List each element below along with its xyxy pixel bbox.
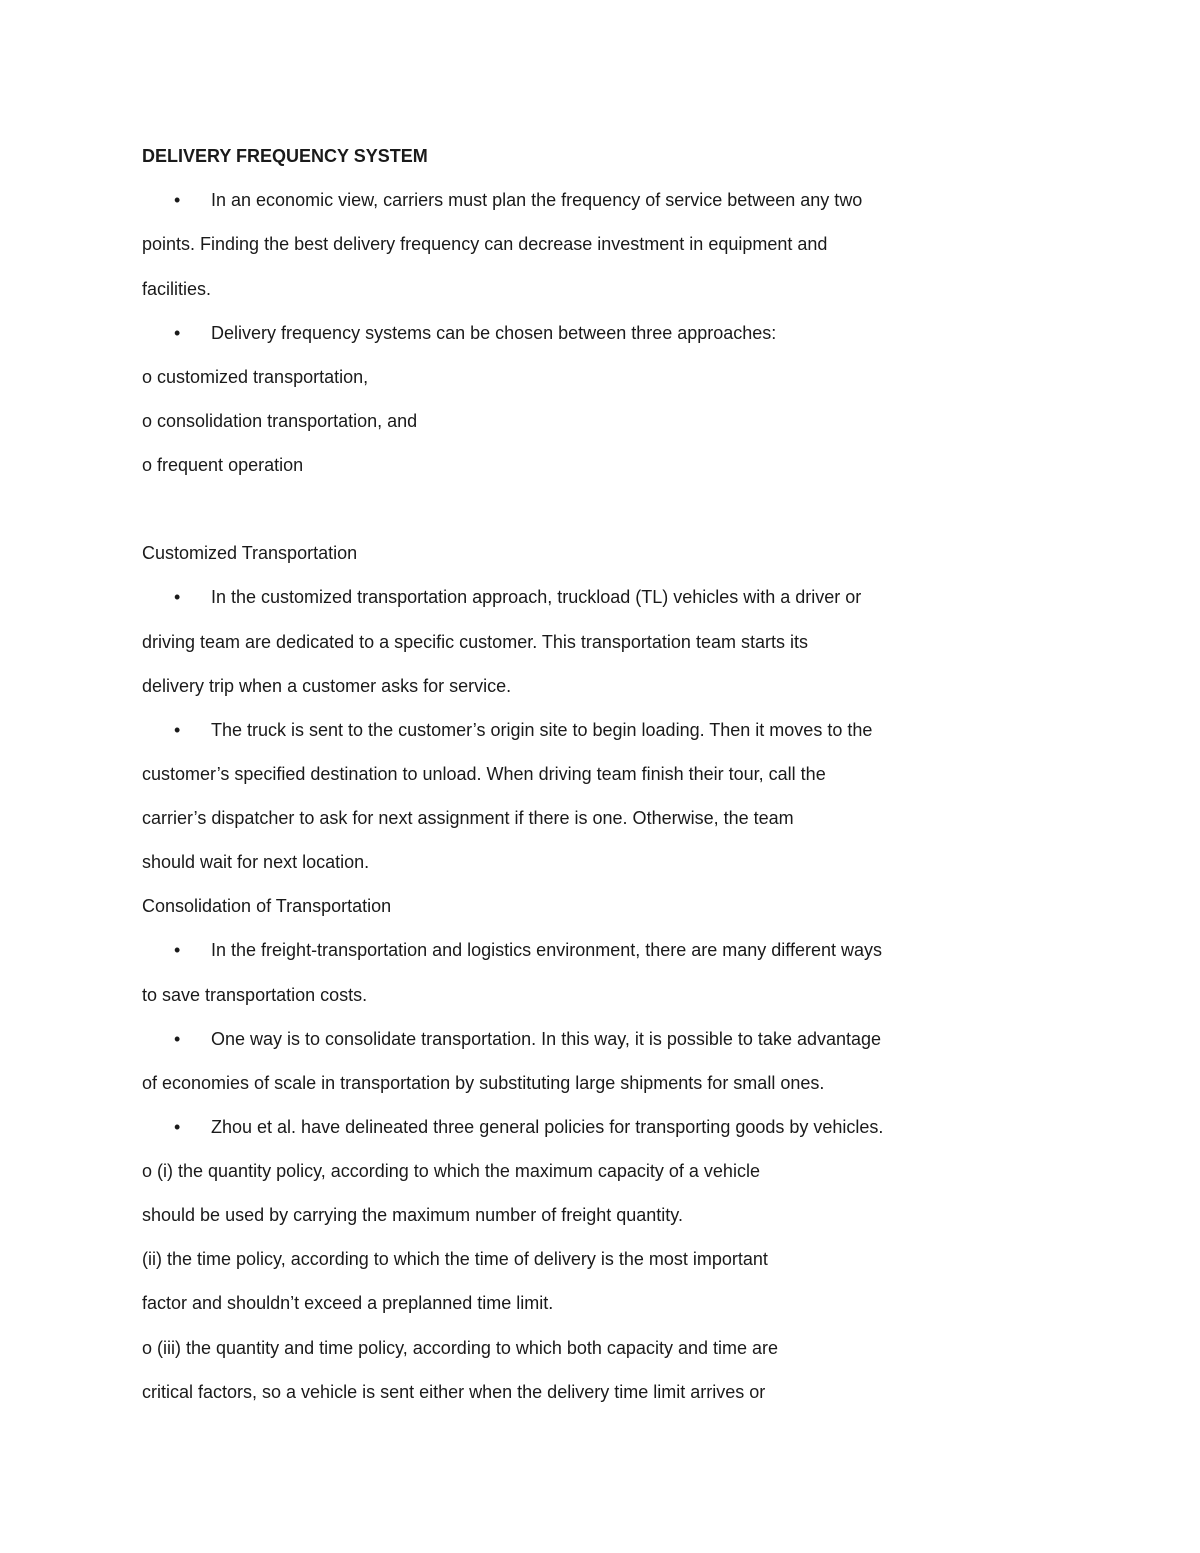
consolidation-bullet-1-line-1: In the freight-transportation and logistics environment, there are many different ways bbox=[211, 940, 883, 960]
intro-bullet-2-line-1: Delivery frequency systems can be chosen between three approaches: bbox=[211, 323, 777, 343]
approach-item-consolidation: o consolidation transportation, and bbox=[142, 411, 418, 431]
section-heading-customized: Customized Transportation bbox=[142, 543, 358, 563]
customized-bullet-1-line-3: delivery trip when a customer asks for service. bbox=[142, 676, 512, 696]
consolidation-bullet-1-line-2: to save transportation costs. bbox=[142, 985, 368, 1005]
policy-quantity-time-line-1: o (iii) the quantity and time policy, according to which both capacity and time are bbox=[142, 1338, 778, 1358]
bullet-marker: • bbox=[174, 587, 181, 607]
bullet-marker: • bbox=[174, 1029, 181, 1049]
document-title: DELIVERY FREQUENCY SYSTEM bbox=[142, 146, 428, 166]
intro-bullet-1-line-3: facilities. bbox=[142, 279, 212, 299]
customized-bullet-1-line-2: driving team are dedicated to a specific customer. This transportation team starts its bbox=[142, 632, 808, 652]
intro-bullet-1-line-1: In an economic view, carriers must plan the frequency of service between any two bbox=[211, 190, 863, 210]
policy-quantity-time-line-2: critical factors, so a vehicle is sent either when the delivery time limit arrives or bbox=[142, 1382, 766, 1402]
customized-bullet-1-line-1: In the customized transportation approach, truckload (TL) vehicles with a driver or bbox=[211, 587, 862, 607]
intro-bullet-1-line-2: points. Finding the best delivery frequency can decrease investment in equipment and bbox=[142, 234, 828, 254]
approach-item-customized: o customized transportation, bbox=[142, 367, 369, 387]
policy-quantity-line-1: o (i) the quantity policy, according to which the maximum capacity of a vehicle bbox=[142, 1161, 760, 1181]
bullet-marker: • bbox=[174, 720, 181, 740]
consolidation-bullet-2-line-1: One way is to consolidate transportation. In this way, it is possible to take advantage bbox=[211, 1029, 882, 1049]
customized-bullet-2-line-1: The truck is sent to the customer’s origin site to begin loading. Then it moves to the bbox=[211, 720, 873, 740]
bullet-marker: • bbox=[174, 190, 181, 210]
bullet-marker: • bbox=[174, 1117, 181, 1137]
customized-bullet-2-line-3: carrier’s dispatcher to ask for next assignment if there is one. Otherwise, the team bbox=[142, 808, 794, 828]
customized-bullet-2-line-2: customer’s specified destination to unload. When driving team finish their tour, call the bbox=[142, 764, 826, 784]
bullet-marker: • bbox=[174, 323, 181, 343]
bullet-marker: • bbox=[174, 940, 181, 960]
customized-bullet-2-line-4: should wait for next location. bbox=[142, 852, 370, 872]
policy-time-line-2: factor and shouldn’t exceed a preplanned time limit. bbox=[142, 1293, 554, 1313]
consolidation-bullet-2-line-2: of economies of scale in transportation by substituting large shipments for small ones. bbox=[142, 1073, 825, 1093]
approach-item-frequent: o frequent operation bbox=[142, 455, 304, 475]
section-heading-consolidation: Consolidation of Transportation bbox=[142, 896, 392, 916]
consolidation-bullet-3-line-1: Zhou et al. have delineated three general policies for transporting goods by vehicles. bbox=[211, 1117, 884, 1137]
policy-quantity-line-2: should be used by carrying the maximum number of freight quantity. bbox=[142, 1205, 683, 1225]
policy-time-line-1: (ii) the time policy, according to which the time of delivery is the most important bbox=[142, 1249, 768, 1269]
